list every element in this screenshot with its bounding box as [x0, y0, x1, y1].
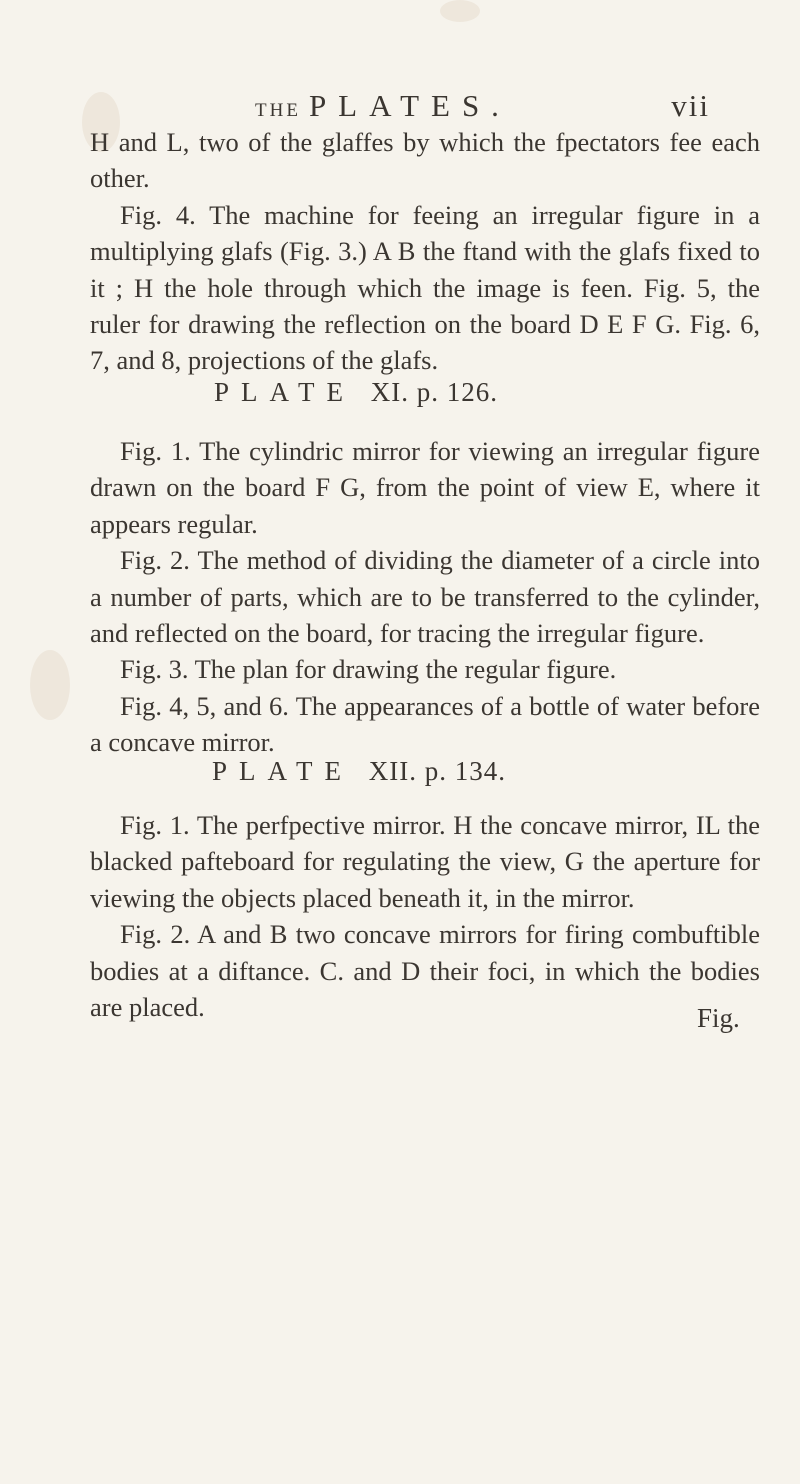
paragraph: Fig. 2. A and B two concave mirrors for firing combuftible bodies at a diftance. C. and D their foci, in which the bodies are placed.	[90, 919, 760, 1023]
plate-page-ref: p. 134.	[424, 756, 506, 786]
paper-stain	[440, 0, 480, 22]
header-the: THE	[255, 100, 301, 121]
plate-page-ref: p. 126.	[416, 377, 498, 407]
text-block-1	[90, 124, 760, 379]
plate-word: PLATE	[214, 377, 355, 407]
plate-xi-heading	[214, 377, 498, 408]
running-header	[255, 88, 755, 128]
text-block-3	[90, 807, 760, 1025]
paragraph: Fig. 2. The method of dividing the diameter of a circle into a number of parts, which are to be transferred to the cylinder, and reflected on the board, for tracing the irregular figure.	[90, 545, 760, 649]
paragraph: Fig. 1. The cylindric mirror for viewing an irregular figure drawn on the board F G, from the point of view E, where it appears regular.	[90, 436, 760, 539]
plate-xii-heading	[212, 756, 506, 787]
catchword: Fig.	[697, 1003, 740, 1033]
header-plates: PLATES.	[308, 88, 511, 123]
plate-number: XII.	[368, 756, 417, 786]
paragraph: Fig. 4, 5, and 6. The appearances of a bottle of water before a concave mirror.	[90, 690, 760, 758]
plate-word: PLATE	[212, 756, 353, 786]
page-number: vii	[671, 88, 710, 123]
paper-stain	[30, 650, 70, 720]
plate-number: XI.	[370, 377, 409, 407]
paragraph: Fig. 4. The machine for feeing an irregular figure in a multiplying glafs (Fig. 3.) A B the ftand with the glafs fixed to it ; H the hole through which the image is feen. Fig. 5, the ruler for drawing the reflection on the board D E F G. Fig. 6, 7, and 8, projections of the glafs.	[90, 199, 760, 376]
paragraph: H and L, two of the glaffes by which the fpectators fee each other.	[90, 127, 760, 194]
text-block-2	[90, 433, 760, 761]
paragraph: Fig. 3. The plan for drawing the regular figure.	[120, 654, 617, 685]
paragraph: Fig. 1. The perfpective mirror. H the concave mirror, IL the blacked pafteboard for regulating the view, G the aperture for viewing the objects placed beneath it, in the mirror.	[90, 810, 760, 913]
